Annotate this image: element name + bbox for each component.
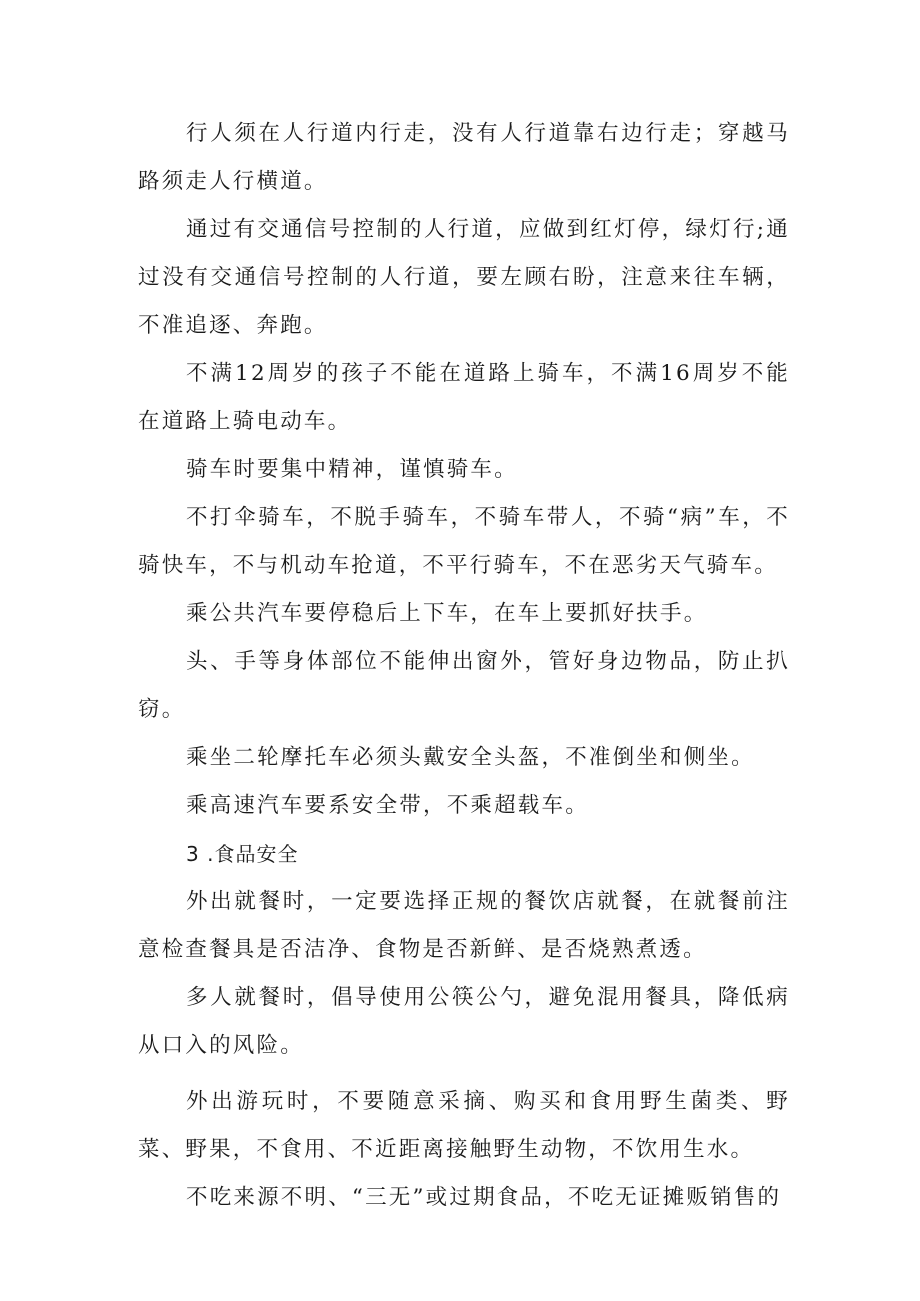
paragraph-wild-food: 外出游玩时，不要随意采摘、购买和食用野生菌类、野菜、野果，不食用、不近距离接触野生动物，不饮用生水。 [138, 1089, 790, 1162]
section-heading-food-safety: 3 .食品安全 [186, 842, 299, 866]
paragraph-dining-out: 外出就餐时，一定要选择正规的餐饮店就餐，在就餐前注意检查餐具是否洁净、食物是否新鲜、是否烧熟煮透。 [138, 889, 790, 962]
paragraph-bus-boarding: 乘公共汽车要停稳后上下车，在车上要抓好扶手。 [186, 601, 708, 626]
paragraph-motorcycle: 乘坐二轮摩托车必须头戴安全头盔，不准倒坐和侧坐。 [186, 745, 755, 770]
paragraph-bus-window: 头、手等身体部位不能伸出窗外，管好身边物品，防止扒窃。 [138, 649, 790, 722]
paragraph-cycling-age: 不满12周岁的孩子不能在道路上骑车，不满16周岁不能在道路上骑电动车。 [138, 361, 790, 434]
paragraph-pedestrian-walk: 行人须在人行道内行走，没有人行道靠右边行走；穿越马路须走人行横道。 [138, 121, 790, 194]
paragraph-cycling-focus: 骑车时要集中精神，谨慎骑车。 [186, 457, 518, 482]
document-body [138, 110, 790, 1222]
paragraph-cycling-rules: 不打伞骑车，不脱手骑车，不骑车带人，不骑“病”车，不骑快车，不与机动车抢道，不平行骑车，不在恶劣天气骑车。 [138, 505, 790, 578]
paragraph-unknown-food: 不吃来源不明、“三无”或过期食品，不吃无证摊贩销售的 [186, 1185, 782, 1210]
paragraph-highway-bus: 乘高速汽车要系安全带，不乘超载车。 [186, 793, 589, 818]
paragraph-shared-utensils: 多人就餐时，倡导使用公筷公勺，避免混用餐具，降低病从口入的风险。 [138, 985, 790, 1058]
paragraph-pedestrian-crossing: 通过有交通信号控制的人行道，应做到红灯停，绿灯行;通过没有交通信号控制的人行道，要左顾右盼，注意来往车辆，不准追逐、奔跑。 [138, 217, 790, 338]
